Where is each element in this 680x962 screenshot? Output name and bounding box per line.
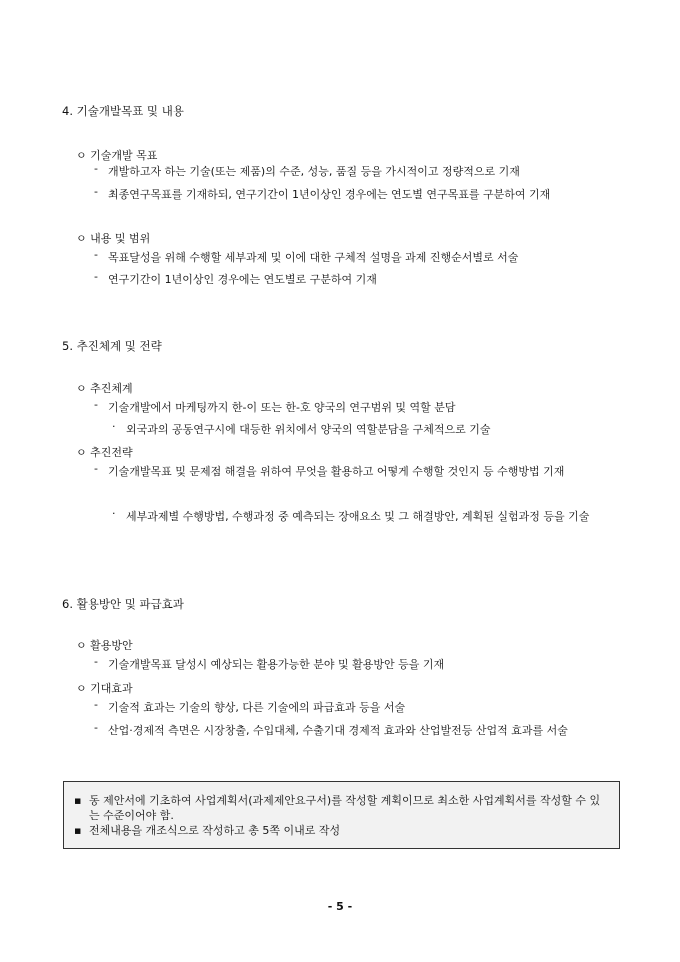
sub-item	[94, 721, 622, 741]
item-bullet: ㅇ	[76, 682, 87, 695]
dash-marker: -	[94, 655, 98, 668]
item-bullet: ㅇ	[76, 446, 87, 459]
sub-item-text: 기술개발목표 및 문제점 해결을 위하여 무엇을 활용하고 어떻게 수행할 것인지 등 수행방법 기재	[108, 465, 565, 478]
item-label: 추진체계	[90, 382, 133, 395]
dot-marker: ·	[112, 420, 116, 433]
item-heading	[76, 680, 133, 696]
note-text: 동 제안서에 기초하여 사업계획서(과제제안요구서)를 작성할 계획이므로 최소한 사업계획서를 작성할 수 있는 수준이어야 함.	[89, 794, 601, 822]
item-bullet: ㅇ	[76, 639, 87, 652]
sub-item	[94, 462, 622, 482]
dash-marker: -	[94, 698, 98, 711]
dot-item-text: 외국과의 공동연구시에 대등한 위치에서 양국의 역할분담을 구체적으로 기술	[126, 423, 491, 436]
note-item	[74, 793, 609, 823]
item-bullet: ㅇ	[76, 382, 87, 395]
dot-marker: ·	[112, 507, 116, 520]
item-bullet: ㅇ	[76, 232, 87, 245]
dot-item-text: 세부과제별 수행방법, 수행과정 중 예측되는 장애요소 및 그 해결방안, 계획된 실험과정 등을 기술	[126, 510, 590, 523]
dash-marker: -	[94, 721, 98, 734]
item-label: 기대효과	[90, 682, 133, 695]
sub-item-text: 기술적 효과는 기술의 향상, 다른 기술에의 파급효과 등을 서술	[108, 701, 406, 714]
dash-marker: -	[94, 162, 98, 175]
sub-item	[94, 698, 622, 718]
sub-item	[94, 185, 622, 205]
dash-marker: -	[94, 248, 98, 261]
sub-item-text: 기술개발목표 달성시 예상되는 활용가능한 분야 및 활용방안 등을 기재	[108, 658, 445, 671]
sub-item	[94, 398, 622, 418]
dash-marker: -	[94, 270, 98, 283]
section-title: 6. 활용방안 및 파급효과	[62, 597, 184, 611]
sub-item	[94, 270, 622, 290]
note-item	[74, 823, 609, 838]
item-label: 추진전략	[90, 446, 133, 459]
item-heading	[76, 444, 133, 460]
note-bullet: ▪	[74, 794, 82, 807]
sub-item-text: 최종연구목표를 기재하되, 연구기간이 1년이상인 경우에는 연도별 연구목표를 구분하여 기재	[108, 188, 551, 201]
dash-marker: -	[94, 398, 98, 411]
page-number: - 5 -	[327, 900, 353, 913]
note-bullet: ▪	[74, 824, 82, 837]
dot-item	[112, 507, 622, 527]
section-title: 5. 추진체계 및 전략	[62, 339, 162, 353]
item-label: 활용방안	[90, 639, 133, 652]
sub-item-text: 산업·경제적 측면은 시장창출, 수입대체, 수출기대 경제적 효과와 산업발전등 산업적 효과를 서술	[108, 724, 568, 737]
sub-item-text: 개발하고자 하는 기술(또는 제품)의 수준, 성능, 품질 등을 가시적이고 정량적으로 기재	[108, 165, 520, 178]
item-label: 기술개발 목표	[90, 149, 158, 162]
item-bullet: ㅇ	[76, 149, 87, 162]
item-label: 내용 및 범위	[90, 232, 151, 245]
sub-item	[94, 162, 622, 182]
sub-item-text: 연구기간이 1년이상인 경우에는 연도별로 구분하여 기재	[108, 273, 377, 286]
item-heading	[76, 380, 133, 396]
dot-item	[112, 420, 622, 440]
item-heading	[76, 147, 157, 163]
sub-item-text: 목표달성을 위해 수행할 세부과제 및 이에 대한 구체적 설명을 과제 진행순서별로 서술	[108, 251, 519, 264]
item-heading	[76, 230, 150, 246]
item-heading	[76, 637, 133, 653]
section-title: 4. 기술개발목표 및 내용	[62, 104, 184, 118]
dash-marker: -	[94, 462, 98, 475]
note-text: 전체내용을 개조식으로 작성하고 총 5쪽 이내로 작성	[89, 824, 341, 837]
sub-item	[94, 248, 622, 268]
dash-marker: -	[94, 185, 98, 198]
note-box	[63, 781, 620, 849]
sub-item	[94, 655, 622, 675]
sub-item-text: 기술개발에서 마케팅까지 한-이 또는 한-호 양국의 연구범위 및 역할 분담	[108, 401, 456, 414]
